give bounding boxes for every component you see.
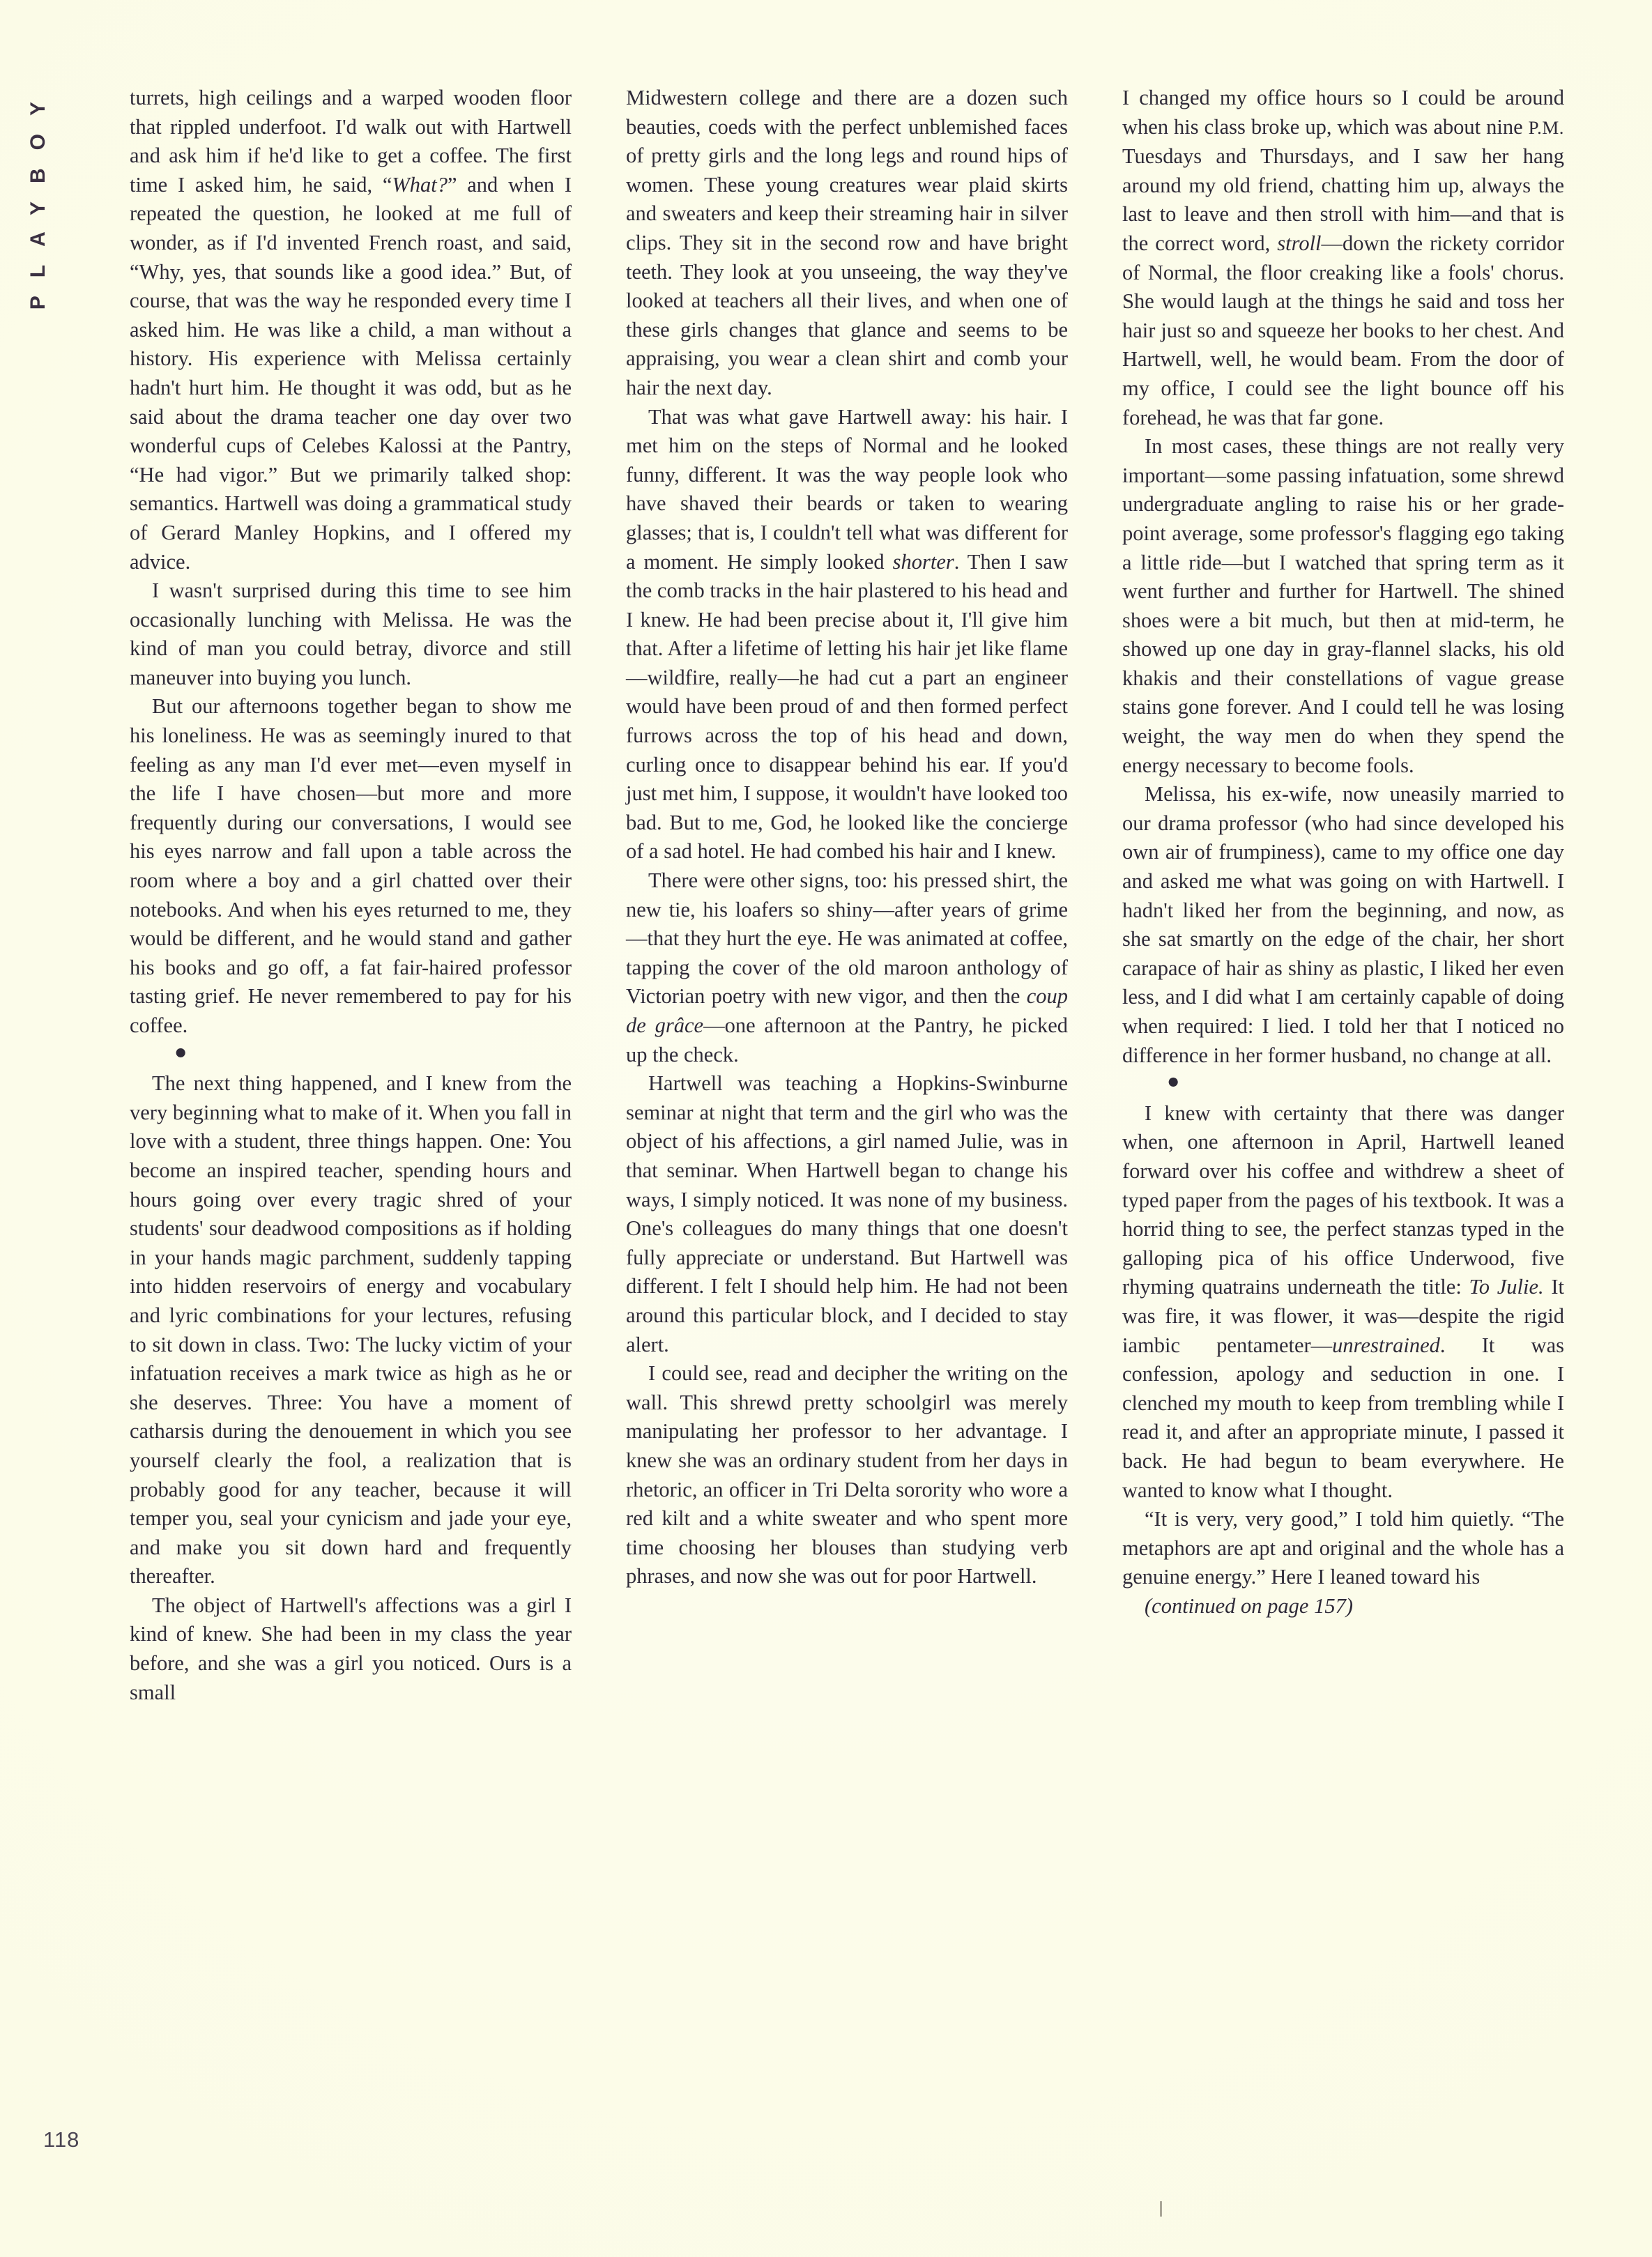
text-run: In most cases, these things are not really very important—some passing infatuation, some shrewd undergraduate angling to raise his or her grade-point average, some professor's flagging ego taking a little ride—but I watched that spring term as it went further and further for Hartwell. The shined shoes were a bit much, but then at mid-term, he showed up one day in gray-flannel slacks, his old khakis and their constellations of vague grease stains gone forever. And I could tell he was losing weight, the way men do when they spend the energy necessary to become fools. [1122,434,1564,777]
article-paragraph [626,1359,1068,1591]
text-run: Melissa, his ex-wife, now uneasily married to our drama professor (who had since developed his own air of frumpiness), came to my office one day and asked me what was going on with Hartwell. I hadn't liked her from the beginning, and now, as she sat smartly on the edge of the chair, her short carapace of hair as shiny as plastic, I liked her even less, and I did what I am certainly capable of doing when required: I lied. I told her that I noticed no difference in her former husband, no change at all. [1122,782,1564,1067]
section-separator-bullet [130,1041,572,1070]
text-run: The object of Hartwell's affections was a girl I kind of knew. She had been in my class the year before, and she was a girl you noticed. Ours is a small [130,1593,572,1704]
text-run: I wasn't surprised during this time to see him occasionally lunching with Melissa. He was the kind of man you could betray, divorce and still maneuver into buying you lunch. [130,579,572,689]
article-paragraph [626,1069,1068,1359]
text-run: That was what gave Hartwell away: his hair. I met him on the steps of Normal and he looked funny, different. It was the way people look who have shaved their beards or taken to wearing glasses; that is, I couldn't tell what was different for a moment. He simply looked [626,404,1068,574]
text-run: —down the rickety corridor of Normal, the floor creaking like a fools' chorus. She would laugh at the things he said and toss her hair just so and squeeze her books to her chest. And Hartwell, well, he would beam. From the door of my office, I could see the light bounce off his forehead, he was that far gone. [1122,231,1565,429]
text-run: . It was confession, apology and seduction in one. I clenched my mouth to keep from trembling while I read it, and after an appropriate minute, I passed it back. He had begun to beam everywhere. He wanted to know what I thought. [1122,1333,1564,1502]
bullet-icon: ● [1167,1069,1180,1094]
article-paragraph [626,866,1068,1069]
text-run: “It is very, very good,” I told him quietly. “The metaphors are apt and original and the whole has a genuine energy.” Here I leaned toward his [1122,1507,1564,1589]
text-run: Tuesdays and Thursdays, and I saw her hang around my old friend, chatting him up, always the last to leave and then stroll with him—and that is the correct word, [1122,144,1564,255]
bullet-icon: ● [174,1039,188,1064]
page-number: 118 [43,2127,80,2152]
column-3 [1122,84,1564,1707]
text-run: It was fire, it was flower, it was—despite the rigid iambic pentameter— [1122,1275,1564,1357]
text-run: But our afternoons together began to show me his loneliness. He was as seemingly inured to that feeling as any man I'd ever met—even myself in the life I have chosen—but more and more frequently during our conversations, I would see his eyes narrow and fall upon a table across the room where a boy and a girl chatted over their notebooks. And when his eyes returned to me, they would be different, and he would stand and gather his books and go off, a fat fair-haired professor tasting grief. He never remembered to pay for his coffee. [130,694,572,1037]
emphasis-italic: stroll [1277,231,1322,255]
text-run: The next thing happened, and I knew from the very beginning what to make of it. When you fall in love with a student, three things happen. One: You become an inspired teacher, spending hours and hours going over every tragic shred of your students' sour deadwood compositions as if holding in your hands magic parchment, suddenly tapping into hidden reservoirs of energy and vocabulary and lyric combinations for your lectures, refusing to sit down in class. Two: The lucky victim of your infatuation receives a mark twice as high as he or she deserves. Three: You have a moment of catharsis during the denouement in which you see yourself clearly the fool, a realization that is probably good for any teacher, because it will temper you, seal your cynicism and jade your eye, and make you sit down hard and frequently thereafter. [130,1071,572,1589]
column-1 [130,84,572,1707]
article-paragraph [130,1591,572,1707]
column-2 [626,84,1068,1707]
article-paragraph [626,403,1068,867]
article-paragraph [130,84,572,576]
emphasis-italic: What? [392,172,448,197]
small-caps-run: P.M. [1528,116,1564,138]
text-run: Midwestern college and there are a dozen such beauties, coeds with the perfect unblemished faces of pretty girls and the long legs and round hips of women. These young creatures wear plaid skirts and sweaters and keep their streaming hair in silver clips. They sit in the second row and have bright teeth. They look at you unseeing, the way they've looked at teachers all their lives, and when one of these girls changes that glance and seems to be appraising, you wear a clean shirt and comb your hair the next day. [626,86,1068,399]
article-paragraph [130,1069,572,1591]
article-paragraph [1122,84,1564,432]
emphasis-italic: coup de grâce [626,984,1068,1037]
text-run: I could see, read and decipher the writing on the wall. This shrewd pretty schoolgirl was merely manipulating her professor to her advantage. I knew she was an ordinary student from her days in rhetoric, an officer in Tri Delta sorority who wore a red kilt and a white sweater and who spent more time choosing her blouses than studying verb phrases, and now she was out for poor Hartwell. [626,1361,1068,1589]
text-run: —one afternoon at the Pantry, he picked up the check. [626,1013,1068,1066]
emphasis-italic: unrestrained [1332,1333,1440,1357]
article-paragraph [130,576,572,692]
article-paragraph [1122,1505,1564,1592]
article-columns [130,84,1566,1707]
section-separator-bullet [1122,1070,1564,1099]
emphasis-italic: To Julie. [1469,1275,1544,1299]
text-run: There were other signs, too: his pressed shirt, the new tie, his loafers so shiny—after years of grime—that they hurt the eye. He was animated at coffee, tapping the cover of the old maroon anthology of Victorian poetry with new vigor, and then the [626,869,1068,1009]
article-paragraph [1122,1099,1564,1505]
bottom-center-tick-mark [1160,2201,1162,2217]
text-run: turrets, high ceilings and a warped wooden floor that rippled underfoot. I'd walk out with Hartwell and ask him if he'd like to get a coffee. The first time I asked him, he said, “ [130,86,572,197]
text-run: . Then I saw the comb tracks in the hair plastered to his head and I knew. He had been precise about it, I'll give him that. After a lifetime of letting his hair jet like flame—wildfire, really—he had cut a part an engineer would have been proud of and then formed perfect furrows across the top of his head and down, curling once to disappear behind his ear. If you'd just met him, I suppose, it wouldn't have looked too bad. But to me, God, he looked like the concierge of a sad hotel. He had combed his hair and I knew. [626,549,1068,864]
text-run: Hartwell was teaching a Hopkins-Swinburne seminar at night that term and the girl who was the object of his affections, a girl named Julie, was in that seminar. When Hartwell began to change his ways, I simply noticed. It was none of my business. One's colleagues do many things that one doesn't fully appreciate or understand. But Hartwell was different. I felt I should help him. He had not been around this particular block, and I decided to stay alert. [626,1071,1068,1356]
playboy-masthead-vertical: PLAYBOY [26,84,49,310]
continued-on-page-line: (continued on page 157) [1145,1593,1353,1618]
text-run: I knew with certainty that there was danger when, one afternoon in April, Hartwell leaned forward over his coffee and withdrew a sheet of typed paper from the pages of his textbook. It was a horrid thing to see, the perfect stanzas typed in the galloping pica of his office Underwood, five rhyming quatrains underneath the title: [1122,1101,1564,1299]
article-paragraph [1122,432,1564,780]
article-paragraph [130,692,572,1040]
article-paragraph [626,84,1068,403]
text-run: ” and when I repeated the question, he looked at me full of wonder, as if I'd invented French roast, and said, “Why, yes, that sounds like a good idea.” But, of course, that was the way he responded every time I asked him. He was like a child, a man without a history. His experience with Melissa certainly hadn't hurt him. He thought it was odd, but as he said about the drama teacher one day over two wonderful cups of Celebes Kalossi at the Pantry, “He had vigor.” But we primarily talked shop: semantics. Hartwell was doing a grammatical study of Gerard Manley Hopkins, and I offered my advice. [130,172,572,574]
emphasis-italic: shorter [892,549,954,574]
text-run: I changed my office hours so I could be around when his class broke up, which was about nine [1122,86,1564,139]
article-paragraph [1122,780,1564,1070]
